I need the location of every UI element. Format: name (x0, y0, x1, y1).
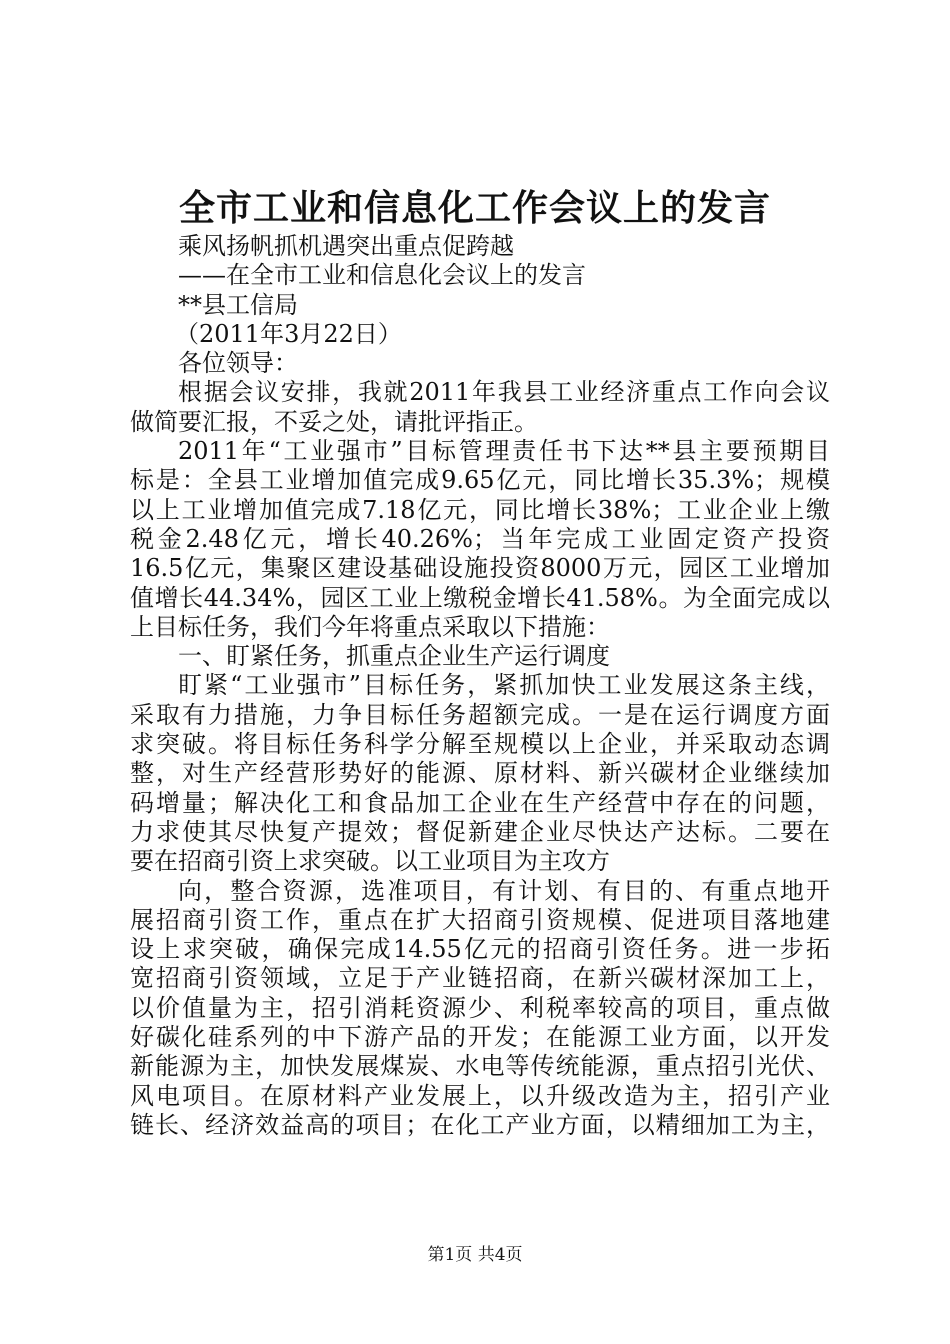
body-line: 链长、经济效益高的项目；在化工产业方面，以精细加工为主， (130, 1110, 830, 1139)
body-line: 乘风扬帆抓机遇突出重点促跨越 (178, 232, 514, 260)
body-line: 设上求突破，确保完成14.55亿元的招商引资任务。进一步拓 (130, 935, 830, 964)
body-line: 16.5亿元，集聚区建设基础设施投资8000万元，园区工业增加 (130, 554, 830, 583)
body-line: 码增量；解决化工和食品加工企业在生产经营中存在的问题， (130, 788, 830, 817)
body-line: 上目标任务，我们今年将重点采取以下措施： (130, 612, 610, 641)
body-line: 税金2.48亿元，增长40.26%；当年完成工业固定资产投资 (130, 524, 830, 553)
body-line: 好碳化硅系列的中下游产品的开发；在能源工业方面，以开发 (130, 1023, 830, 1052)
body-line: 风电项目。在原材料产业发展上，以升级改造为主，招引产业 (130, 1081, 830, 1110)
body-line: 整，对生产经营形势好的能源、原材料、新兴碳材企业继续加 (130, 759, 830, 788)
body-line: （2011年3月22日） (175, 319, 402, 348)
body-line: 做简要汇报，不妥之处，请批评指正。 (130, 407, 538, 436)
body-line: 采取有力措施，力争目标任务超额完成。一是在运行调度方面 (130, 700, 830, 729)
body-line: 向，整合资源，选准项目，有计划、有目的、有重点地开 (178, 876, 830, 905)
document-body (130, 232, 830, 1140)
body-line: 力求使其尽快复产提效；督促新建企业尽快达产达标。二要在 (130, 817, 830, 846)
body-line: **县工信局 (178, 290, 298, 319)
body-line: ——在全市工业和信息化会议上的发言 (178, 261, 586, 290)
body-line: 2011年“工业强市”目标管理责任书下达**县主要预期目 (178, 437, 830, 466)
body-line: 标是：全县工业增加值完成9.65亿元，同比增长35.3%；规模 (130, 466, 830, 495)
body-line: 新能源为主，加快发展煤炭、水电等传统能源，重点招引光伏、 (130, 1052, 830, 1081)
body-line: 根据会议安排，我就2011年我县工业经济重点工作向会议 (178, 378, 830, 407)
body-line: 以价值量为主，招引消耗资源少、利税率较高的项目，重点做 (130, 993, 830, 1022)
body-line: 值增长44.34%，园区工业上缴税金增长41.58%。为全面完成以 (130, 583, 830, 612)
body-line: 宽招商引资领域，立足于产业链招商，在新兴碳材深加工上， (130, 964, 830, 993)
body-line: 一、盯紧任务，抓重点企业生产运行调度 (178, 642, 610, 671)
page-footer: 第1页 共4页 (427, 1245, 523, 1265)
document-title: 全市工业和信息化工作会议上的发言 (178, 188, 771, 229)
body-line: 展招商引资工作，重点在扩大招商引资规模、促进项目落地建 (130, 905, 830, 934)
body-line: 求突破。将目标任务科学分解至规模以上企业，并采取动态调 (130, 730, 830, 759)
body-line: 以上工业增加值完成7.18亿元，同比增长38%；工业企业上缴 (130, 495, 830, 524)
body-line: 盯紧“工业强市”目标任务，紧抓加快工业发展这条主线， (178, 671, 830, 700)
body-line: 要在招商引资上求突破。以工业项目为主攻方 (130, 847, 610, 876)
body-line: 各位领导： (178, 349, 298, 378)
